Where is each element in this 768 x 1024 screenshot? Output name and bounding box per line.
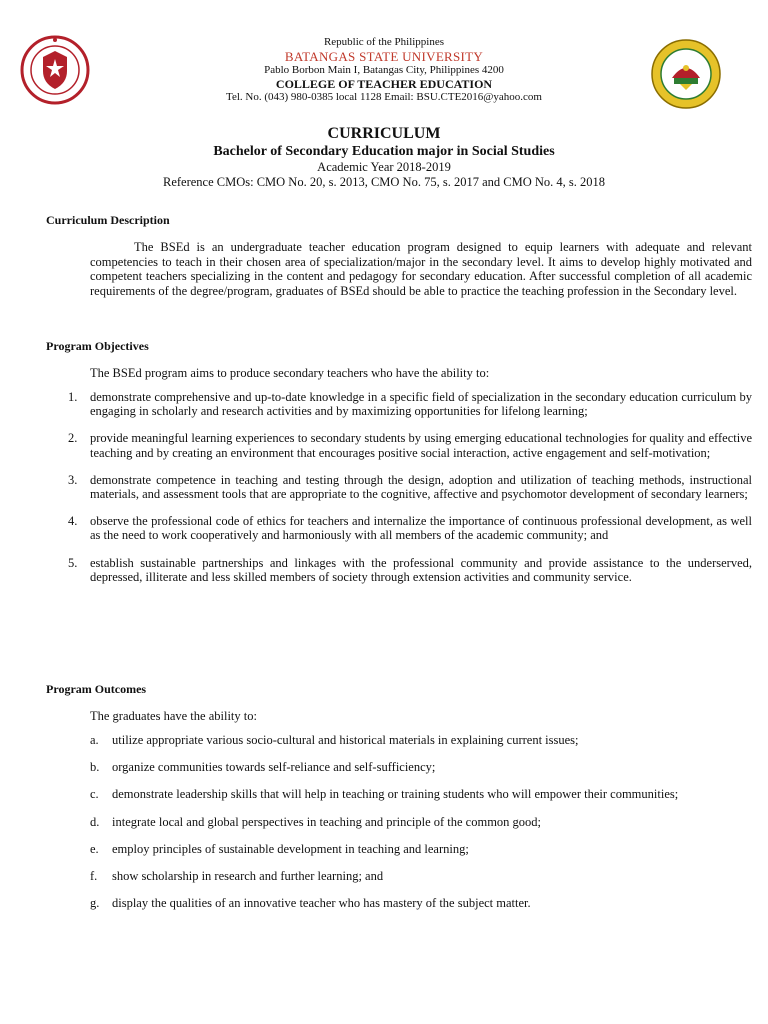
objective-number: 5. (68, 555, 78, 570)
outcome-item (90, 842, 752, 856)
objectives-heading: Program Objectives (46, 339, 149, 353)
contact-line: Tel. No. (043) 980-0385 local 1128 Email: BSU.CTE2016@yahoo.com (226, 91, 542, 103)
outcome-item (90, 815, 752, 829)
college-name: COLLEGE OF TEACHER EDUCATION (275, 77, 493, 91)
description-heading: Curriculum Description (46, 213, 170, 227)
objective-item (68, 473, 752, 501)
outcome-text: organize communities towards self-reliance and self-sufficiency; (112, 760, 436, 775)
objective-item (68, 556, 752, 584)
objective-text: provide meaningful learning experiences to secondary students by using emerging educational technologies for quality and effective teaching and by creating an environment that encourages positive social interaction, active engagement and self-motivation; (90, 431, 752, 460)
outcome-item (90, 869, 752, 883)
outcome-letter: d. (90, 814, 100, 829)
objective-item (68, 514, 752, 542)
outcomes-heading: Program Outcomes (46, 682, 147, 696)
outcome-letter: a. (90, 733, 99, 747)
republic-line: Republic of the Philippines (323, 36, 445, 48)
university-name: BATANGAS STATE UNIVERSITY (284, 49, 484, 64)
outcome-text: integrate local and global perspectives in teaching and principle of the common good; (112, 814, 542, 829)
academic-year: Academic Year 2018-2019 (317, 160, 451, 174)
objective-number: 1. (68, 390, 78, 404)
program-name: Bachelor of Secondary Education major in Social Studies (213, 144, 555, 159)
letterhead (0, 36, 768, 104)
objective-number: 2. (68, 431, 78, 446)
curriculum-title-block (0, 124, 768, 190)
outcome-letter: f. (90, 869, 98, 884)
outcome-item (90, 787, 752, 801)
objective-text: observe the professional code of ethics for teachers and internalize the importance of continuous professional development, as well as the need to work cooperatively and harmoniously with all members of the academic community; and (90, 514, 752, 543)
outcomes-intro: The graduates have the ability to: (90, 709, 257, 723)
outcome-text: employ principles of sustainable development in teaching and learning; (112, 841, 469, 856)
objective-number: 4. (68, 514, 78, 529)
curriculum-heading: CURRICULUM (327, 125, 441, 142)
outcome-letter: g. (90, 896, 100, 911)
outcome-text: demonstrate leadership skills that will help in teaching or training students who will empower their communities; (112, 787, 679, 802)
outcome-item (90, 896, 752, 910)
outcome-letter: e. (90, 841, 99, 856)
objective-item (68, 431, 752, 459)
objective-text: demonstrate competence in teaching and testing through the design, adoption and utilization of teaching methods, instructional materials, and assessment tools that are appropriate to the cognitive, affective and psychomotor development of secondary learners; (90, 472, 752, 502)
outcome-text: utilize appropriate various socio-cultural and historical materials in explaining current issues; (112, 733, 579, 747)
description-text: The BSEd is an undergraduate teacher education program designed to equip learners with adequate and relevant competencies to teach in their chosen area of specialization/major in the secondary level. It aims to develop highly motivated and competent teachers specializing in the content and pedagogy for secondary education. After successful completion of all academic requirements of the degree/program, graduates of BSEd should be able to practice the teaching profession in the Secondary level. (90, 240, 752, 298)
outcome-text: show scholarship in research and further learning; and (112, 869, 384, 884)
objective-text: establish sustainable partnerships and linkages with the professional community and provide assistance to the underserved, depressed, illiterate and less skilled members of society through extension activities and community service. (90, 555, 752, 584)
outcome-text: display the qualities of an innovative teacher who has mastery of the subject matter. (112, 896, 531, 911)
university-address: Pablo Borbon Main I, Batangas City, Philippines 4200 (264, 64, 504, 76)
outcome-item (90, 733, 752, 747)
objectives-list (68, 390, 752, 597)
reference-cmos: Reference CMOs: CMO No. 20, s. 2013, CMO No. 75, s. 2017 and CMO No. 4, s. 2018 (162, 175, 605, 189)
objective-item (68, 390, 752, 418)
objective-number: 3. (68, 472, 78, 487)
objectives-intro: The BSEd program aims to produce secondary teachers who have the ability to: (90, 366, 490, 380)
objective-text: demonstrate comprehensive and up-to-date knowledge in a specific field of specialization in the secondary education curriculum by engaging in scholarly and research activities and by maximizing opportunities for lifelong learning; (90, 390, 752, 419)
outcome-letter: c. (90, 787, 99, 802)
outcome-item (90, 760, 752, 774)
outcome-letter: b. (90, 760, 100, 775)
outcomes-list (90, 733, 752, 923)
